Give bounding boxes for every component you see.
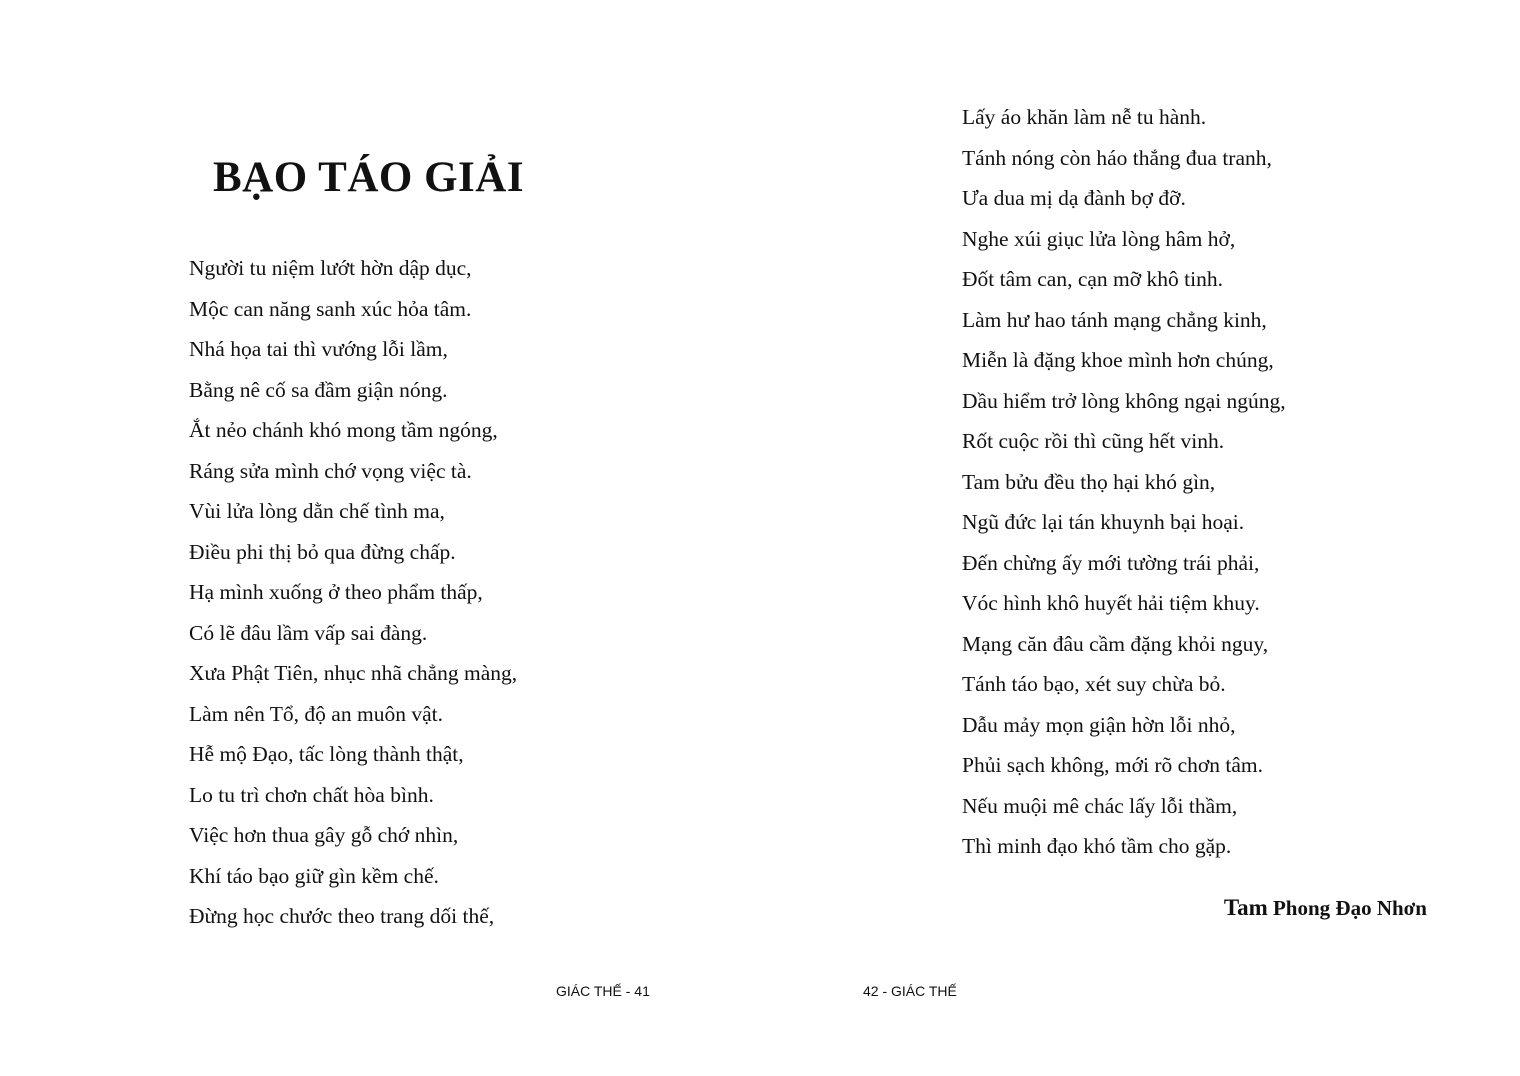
verse-line: Đốt tâm can, cạn mỡ khô tinh. <box>962 267 1223 291</box>
verse-line: Dẫu mảy mọn giận hờn lỗi nhỏ, <box>962 712 1236 737</box>
verse-line: Đến chừng ấy mới tường trái phải, <box>962 550 1260 575</box>
left-page-number: GIÁC THẾ - 41 <box>556 983 650 999</box>
verse-line: Ngũ đức lại tán khuynh bại hoại. <box>962 510 1245 534</box>
verse-line: Lo tu trì chơn chất hòa bình. <box>189 782 434 807</box>
left-verse-list <box>189 248 517 937</box>
verse-line: Dầu hiểm trở lòng không ngại ngúng, <box>962 388 1286 413</box>
verse-line: Xưa Phật Tiên, nhục nhã chẳng màng, <box>189 661 518 685</box>
poem-title: BẠO TÁO GIẢI <box>213 154 525 201</box>
author-signature <box>1224 890 1427 926</box>
verse-line: Hạ mình xuống ở theo phẩm thấp, <box>189 580 483 604</box>
verse-line: Điều phi thị bỏ qua đừng chấp. <box>189 539 456 564</box>
verse-line: Lấy áo khăn làm nễ tu hành. <box>962 105 1207 129</box>
right-page <box>760 0 1520 1076</box>
author-rest-name: Phong Đạo Nhơn <box>1272 896 1427 920</box>
verse-line: Phủi sạch không, mới rõ chơn tâm. <box>962 753 1264 777</box>
verse-line: Miễn là đặng khoe mình hơn chúng, <box>962 348 1274 372</box>
verse-line: Ưa dua mị dạ đành bợ đỡ. <box>962 186 1186 210</box>
verse-line: Vùi lửa lòng dằn chế tình ma, <box>189 499 445 523</box>
verse-line: Thì minh đạo khó tầm cho gặp. <box>962 834 1232 858</box>
verse-line: Tánh nóng còn háo thắng đua tranh, <box>962 145 1272 170</box>
verse-line: Ráng sửa mình chớ vọng việc tà. <box>189 458 472 483</box>
verse-line: Rốt cuộc rồi thì cũng hết vinh. <box>962 429 1225 453</box>
author-first-name: Tam <box>1223 895 1268 920</box>
verse-line: Hễ mộ Đạo, tấc lòng thành thật, <box>189 742 464 766</box>
verse-line: Người tu niệm lướt hờn dập dục, <box>189 256 472 280</box>
verse-line: Nhá họa tai thì vướng lỗi lầm, <box>189 337 448 361</box>
verse-line: Đừng học chước theo trang dối thế, <box>189 904 495 928</box>
verse-line: Tam bửu đều thọ hại khó gìn, <box>962 469 1216 494</box>
verse-line: Khí táo bạo giữ gìn kềm chế. <box>189 863 439 888</box>
verse-line: Mộc can năng sanh xúc hỏa tâm. <box>189 296 472 321</box>
right-verse-list <box>962 97 1286 867</box>
verse-line: Nếu muội mê chác lấy lỗi thầm, <box>962 793 1238 818</box>
verse-line: Nghe xúi giục lửa lòng hâm hở, <box>962 226 1236 251</box>
verse-line: Có lẽ đâu lầm vấp sai đàng. <box>189 620 428 645</box>
verse-line: Làm nên Tổ, độ an muôn vật. <box>189 701 443 726</box>
verse-line: Vóc hình khô huyết hải tiệm khuy. <box>962 591 1260 615</box>
right-page-number: 42 - GIÁC THẾ <box>863 983 957 999</box>
verse-line: Ắt nẻo chánh khó mong tầm ngóng, <box>189 418 498 442</box>
verse-line: Tánh táo bạo, xét suy chừa bỏ. <box>962 672 1226 696</box>
verse-line: Mạng căn đâu cầm đặng khỏi nguy, <box>962 631 1269 656</box>
verse-line: Bằng nê cố sa đầm giận nóng. <box>189 377 448 402</box>
verse-line: Làm hư hao tánh mạng chẳng kinh, <box>962 307 1267 332</box>
verse-line: Việc hơn thua gây gỗ chớ nhìn, <box>189 823 459 847</box>
